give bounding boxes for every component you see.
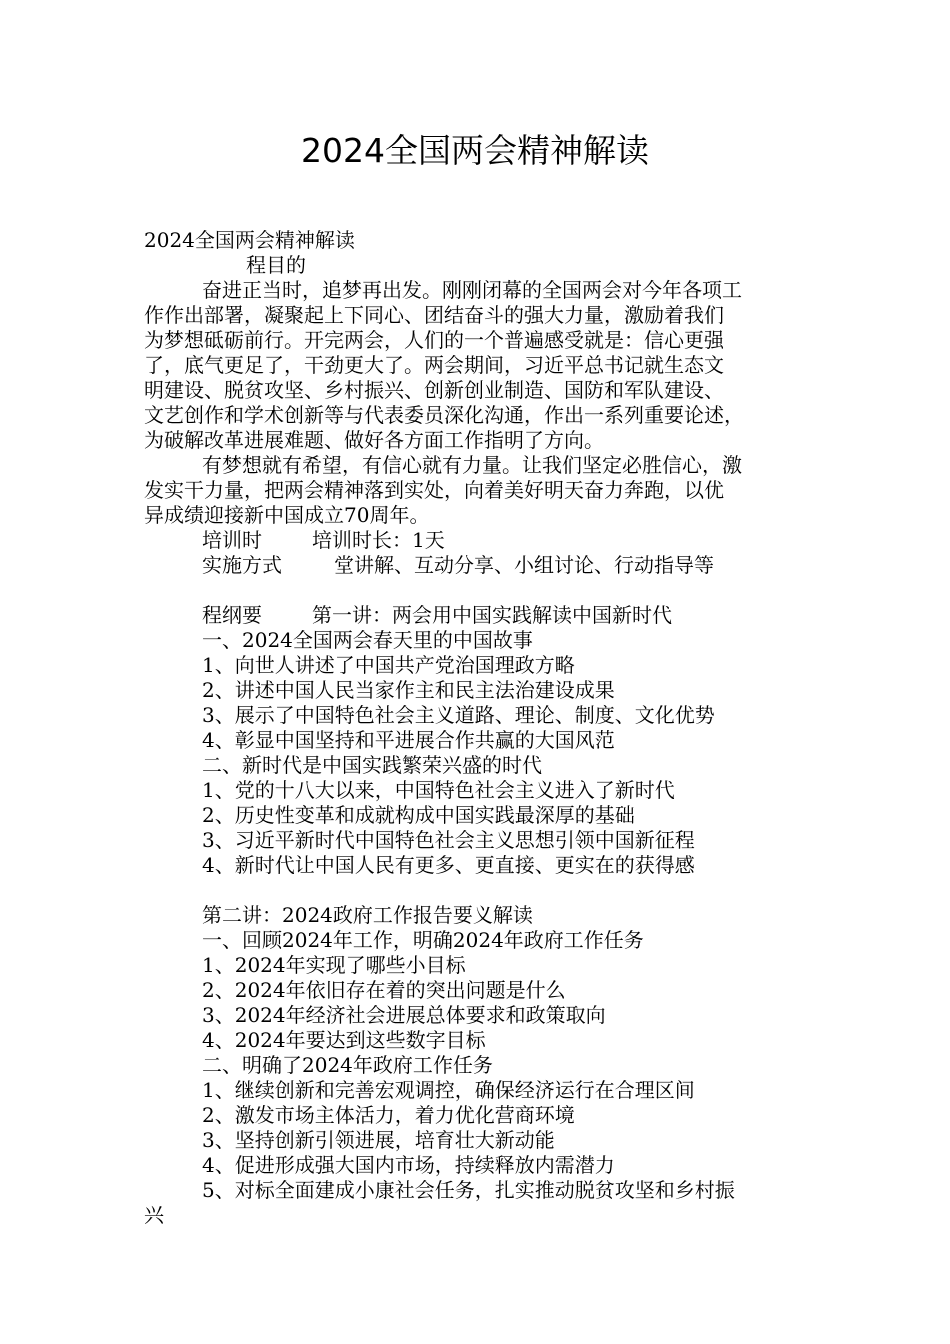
lecture1-line: 二、新时代是中国实践繁荣兴盛的时代	[202, 753, 542, 777]
lecture2-line: 4、2024年要达到这些数字目标	[202, 1028, 486, 1052]
lecture2-line-continued: 兴	[144, 1203, 164, 1227]
lecture1-line: 一、2024全国两会春天里的中国故事	[202, 628, 533, 652]
lecture1-line: 4、新时代让中国人民有更多、更直接、更实在的获得感	[202, 853, 695, 877]
lecture2-line: 1、2024年实现了哪些小目标	[202, 953, 466, 977]
method-label: 实施方式	[202, 553, 282, 577]
lecture1-line: 3、展示了中国特色社会主义道路、理论、制度、文化优势	[202, 703, 715, 727]
lecture2-line: 3、坚持创新引领进展，培育壮大新动能	[202, 1128, 555, 1152]
intro-line: 为梦想砥砺前行。开完两会，人们的一个普遍感受就是：信心更强	[144, 328, 724, 352]
subtitle: 2024全国两会精神解读	[144, 228, 355, 252]
lecture2-line: 二、明确了2024年政府工作任务	[202, 1053, 493, 1077]
lecture1-title: 第一讲：两会用中国实践解读中国新时代	[312, 603, 672, 627]
lecture1-line: 2、历史性变革和成就构成中国实践最深厚的基础	[202, 803, 635, 827]
training-label: 培训时	[202, 528, 262, 552]
lecture1-line: 1、向世人讲述了中国共产党治国理政方略	[202, 653, 575, 677]
lecture2-title: 第二讲：2024政府工作报告要义解读	[202, 903, 533, 927]
lecture1-line: 4、彰显中国坚持和平进展合作共赢的大国风范	[202, 728, 615, 752]
training-value: 培训时长：1天	[312, 528, 445, 552]
intro-line: 为破解改革进展难题、做好各方面工作指明了方向。	[144, 428, 604, 452]
document-title: 2024全国两会精神解读	[301, 131, 649, 170]
lecture1-line: 2、讲述中国人民当家作主和民主法治建设成果	[202, 678, 615, 702]
method-value: 堂讲解、互动分享、小组讨论、行动指导等	[334, 553, 714, 577]
intro-line: 文艺创作和学术创新等与代表委员深化沟通，作出一系列重要论述，	[144, 403, 744, 427]
intro-line: 了，底气更足了，干劲更大了。两会期间，习近平总书记就生态文	[144, 353, 724, 377]
intro-line: 作作出部署，凝聚起上下同心、团结奋斗的强大力量，激励着我们	[144, 303, 724, 327]
lecture2-line: 4、促进形成强大国内市场，持续释放内需潜力	[202, 1153, 615, 1177]
lecture1-line: 3、习近平新时代中国特色社会主义思想引领中国新征程	[202, 828, 695, 852]
intro-line: 有梦想就有希望，有信心就有力量。让我们坚定必胜信心，激	[202, 453, 742, 477]
lecture2-line: 一、回顾2024年工作，明确2024年政府工作任务	[202, 928, 644, 952]
outline-label: 程纲要	[202, 603, 262, 627]
lecture2-line: 1、继续创新和完善宏观调控，确保经济运行在合理区间	[202, 1078, 695, 1102]
lecture2-line: 3、2024年经济社会进展总体要求和政策取向	[202, 1003, 606, 1027]
lecture2-line: 2、激发市场主体活力，着力优化营商环境	[202, 1103, 575, 1127]
lecture2-line: 2、2024年依旧存在着的突出问题是什么	[202, 978, 566, 1002]
intro-line: 发实干力量，把两会精神落到实处，向着美好明天奋力奔跑，以优	[144, 478, 724, 502]
lecture1-line: 1、党的十八大以来，中国特色社会主义进入了新时代	[202, 778, 675, 802]
intro-line: 奋进正当时，追梦再出发。刚刚闭幕的全国两会对今年各项工	[202, 278, 742, 302]
intro-line: 异成绩迎接新中国成立70周年。	[144, 503, 430, 527]
lecture2-line: 5、对标全面建成小康社会任务，扎实推动脱贫攻坚和乡村振	[202, 1178, 735, 1202]
purpose-label: 程目的	[246, 253, 306, 277]
intro-line: 明建设、脱贫攻坚、乡村振兴、创新创业制造、国防和军队建设、	[144, 378, 724, 402]
